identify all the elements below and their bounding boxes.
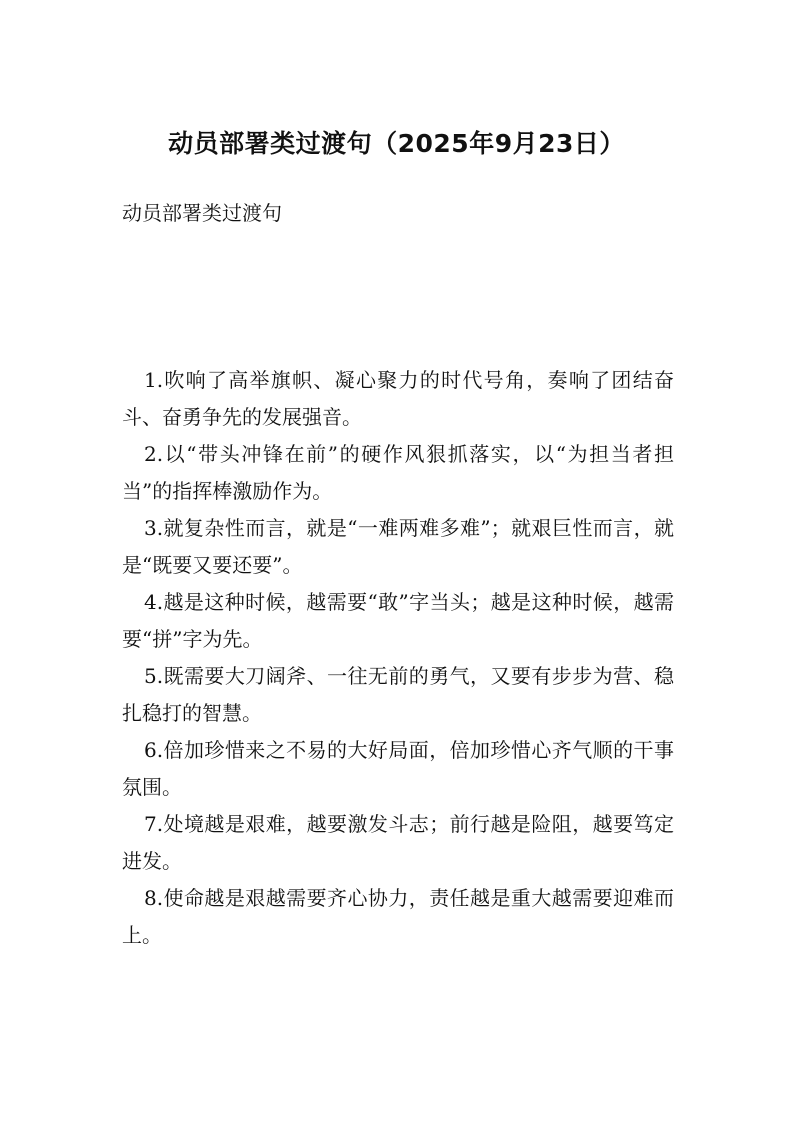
paragraph-2: 2.以“带头冲锋在前”的硬作风狠抓落实，以“为担当者担当”的指挥棒激励作为。 bbox=[122, 442, 674, 503]
document-subtitle: 动员部署类过渡句 bbox=[122, 201, 282, 225]
paragraph-7: 7.处境越是艰难，越要激发斗志；前行越是险阻，越要笃定进发。 bbox=[122, 812, 674, 873]
paragraph-5: 5.既需要大刀阔斧、一往无前的勇气，又要有步步为营、稳扎稳打的智慧。 bbox=[122, 664, 674, 725]
paragraph-1: 1.吹响了高举旗帜、凝心聚力的时代号角，奏响了团结奋斗、奋勇争先的发展强音。 bbox=[122, 368, 674, 429]
paragraph-3: 3.就复杂性而言，就是“一难两难多难”；就艰巨性而言，就是“既要又要还要”。 bbox=[122, 516, 674, 577]
paragraph-6: 6.倍加珍惜来之不易的大好局面，倍加珍惜心齐气顺的干事氛围。 bbox=[122, 738, 674, 799]
document-title: 动员部署类过渡句（2025年9月23日） bbox=[168, 129, 625, 158]
document-body bbox=[122, 362, 674, 954]
paragraph-4: 4.越是这种时候，越需要“敢”字当头；越是这种时候，越需要“拼”字为先。 bbox=[122, 590, 674, 651]
paragraph-8: 8.使命越是艰越需要齐心协力，责任越是重大越需要迎难而上。 bbox=[122, 886, 674, 947]
